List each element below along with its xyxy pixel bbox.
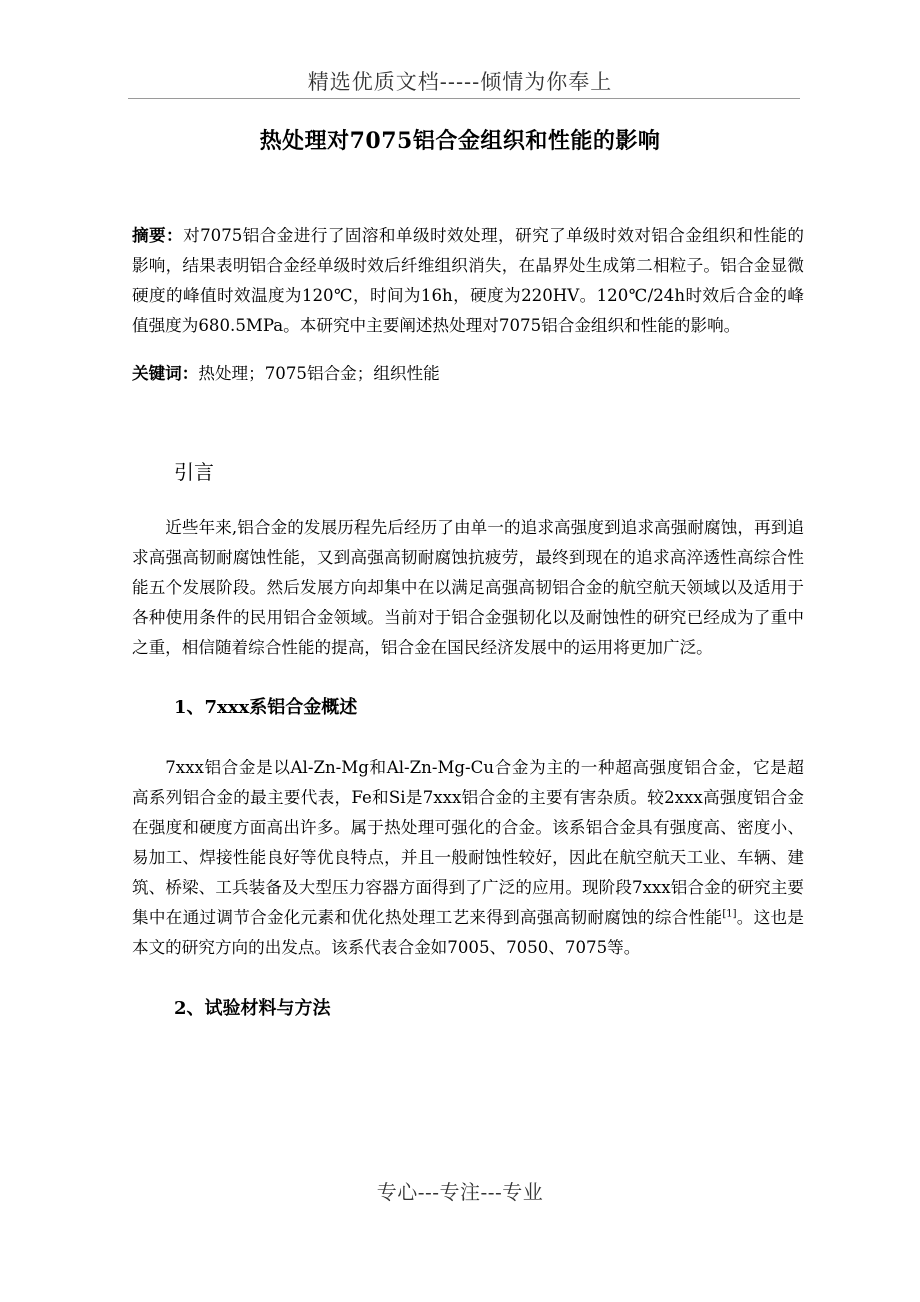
section1-text-end: 。这也是本文的研究方向的出发点。该系代表合金如7005、7050、7075等。: [132, 908, 805, 957]
page-footer: 专心---专注---专业: [376, 1180, 544, 1204]
intro-paragraph: 近些年来,铝合金的发展历程先后经历了由单一的追求高强度到追求高强耐腐蚀，再到追求高强高韧耐腐蚀性能，又到高强高韧耐腐蚀抗疲劳，最终到现在的追求高淬透性高综合性能五个发展阶段。然后发展方向却集中在以满足高强高韧铝合金的航空航天领域以及适用于各种使用条件的民用铝合金领域。当前对于铝合金强韧化以及耐蚀性的研究已经成为了重中之重，相信随着综合性能的提高，铝合金在国民经济发展中的运用将更加广泛。: [132, 518, 804, 657]
citation-ref: [1]: [722, 908, 737, 920]
document-title: 热处理对7075铝合金组织和性能的影响: [259, 128, 661, 154]
intro-heading: 引言: [174, 460, 214, 484]
abstract-paragraph: [132, 220, 804, 341]
abstract-label: 摘要：: [132, 225, 184, 245]
header-divider: [128, 98, 800, 99]
keywords-text: 热处理；7075铝合金；组织性能: [198, 364, 440, 383]
document-body: [132, 220, 804, 1024]
abstract-text: 对7075铝合金进行了固溶和单级时效处理，研究了单级时效对铝合金组织和性能的影响，结果表明铝合金经单级时效后纤维组织消失，在晶界处生成第二相粒子。铝合金显微硬度的峰值时效温度为120℃，时间为16h，硬度为220HV。120℃/24h时效后合金的峰值强度为680.5MPa。本研究中主要阐述热处理对7075铝合金组织和性能的影响。: [132, 226, 804, 335]
section1-paragraph: [132, 753, 804, 963]
section1-text: 7xxx铝合金是以Al-Zn-Mg和Al-Zn-Mg-Cu合金为主的一种超高强度铝合金，它是超高系列铝合金的最主要代表，Fe和Si是7xxx铝合金的主要有害杂质。较2xxx高强度铝合金在强度和硬度方面高出许多。属于热处理可强化的合金。该系铝合金具有强度高、密度小、易加工、焊接性能良好等优良特点，并且一般耐蚀性较好，因此在航空航天工业、车辆、建筑、桥梁、工兵装备及大型压力容器方面得到了广泛的应用。现阶段7xxx铝合金的研究主要集中在通过调节合金化元素和优化热处理工艺来得到高强高韧耐腐蚀的综合性能: [132, 758, 804, 927]
keywords-paragraph: [132, 358, 804, 389]
keywords-label: 关键词：: [132, 363, 199, 383]
section2-heading: 2、试验材料与方法: [174, 998, 331, 1019]
section1-heading: 1、7xxx系铝合金概述: [174, 697, 358, 718]
page-header: 精选优质文档-----倾情为你奉上: [307, 70, 613, 94]
